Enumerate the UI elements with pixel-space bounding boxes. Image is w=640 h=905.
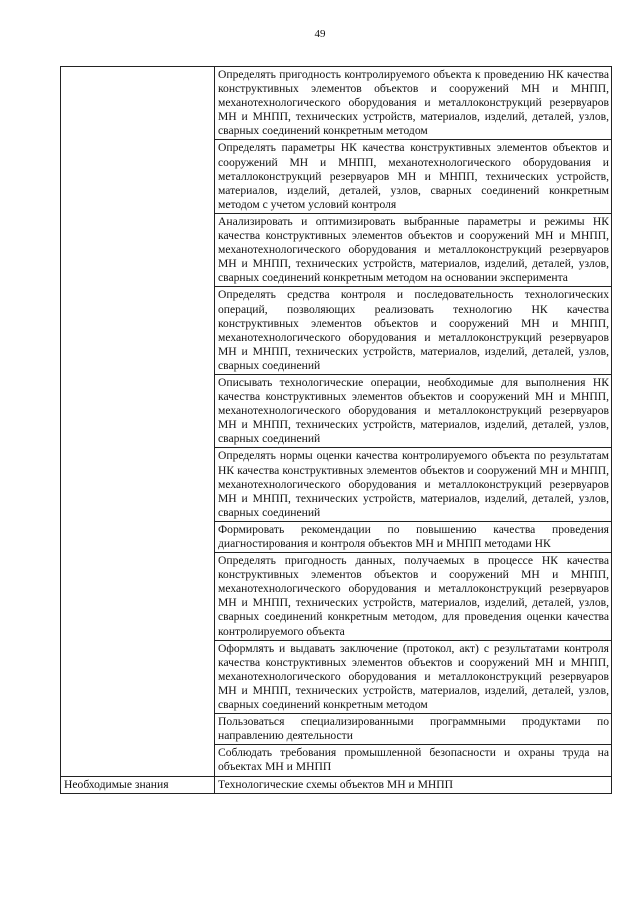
- page-number: 49: [314, 28, 326, 40]
- table-cell: Определять нормы оценки качества контролируемого объекта по результатам НК качества конструктивных элементов объектов и сооружений МН и МНПП, механотехнологического оборудования и металлоконструкций резервуаров МН и МНПП, технических устройств, материалов, изделий, деталей, узлов, сварных соединений: [215, 448, 612, 521]
- table-cell: Анализировать и оптимизировать выбранные параметры и режимы НК качества конструктивных элементов объектов и сооружений МН и МНПП, механотехнологического оборудования и металлоконструкций резервуаров МН и МНПП, технических устройств, материалов, изделий, деталей, узлов, сварных соединений конкретным методом на основании эксперимента: [215, 213, 612, 286]
- table-cell: Соблюдать требования промышленной безопасности и охраны труда на объектах МН и МНПП: [215, 745, 612, 776]
- table-cell: Определять средства контроля и последовательность технологических операций, позволяющих реализовать технологию НК качества конструктивных элементов объектов и сооружений МН и МНПП, механотехнологического оборудования и металлоконструкций резервуаров МН и МНПП, технических устройств, материалов, изделий, деталей, узлов, сварных соединений: [215, 287, 612, 375]
- skills-table: [60, 66, 612, 794]
- table-cell: Описывать технологические операции, необходимые для выполнения НК качества конструктивных элементов объектов и сооружений МН и МНПП, механотехнологического оборудования и металлоконструкций резервуаров МН и МНПП, технических устройств, материалов, изделий, деталей, узлов, сварных соединений: [215, 374, 612, 447]
- knowledge-value: Технологические схемы объектов МН и МНПП: [215, 776, 612, 793]
- table-cell: Определять параметры НК качества конструктивных элементов объектов и сооружений МН и МНПП, механотехнологического оборудования и металлоконструкций резервуаров МН и МНПП, технических устройств, материалов, изделий, деталей, узлов, сварных соединений конкретным методом с учетом условий контроля: [215, 140, 612, 213]
- table-cell: Пользоваться специализированными программными продуктами по направлению деятельности: [215, 714, 612, 745]
- table-cell: Определять пригодность контролируемого объекта к проведению НК качества конструктивных элементов объектов и сооружений МН и МНПП, механотехнологического оборудования и металлоконструкций резервуаров МН и МНПП, технических устройств, материалов, изделий, деталей, узлов, сварных соединений конкретным методом: [215, 67, 612, 140]
- table-cell: Формировать рекомендации по повышению качества проведения диагностирования и контроля объектов МН и МНПП методами НК: [215, 521, 612, 552]
- skills-label-cell: [61, 67, 215, 777]
- knowledge-label: Необходимые знания: [61, 776, 215, 793]
- table-row: [61, 67, 612, 140]
- table-cell: Оформлять и выдавать заключение (протокол, акт) с результатами контроля качества конструктивных элементов объектов и сооружений МН и МНПП, механотехнологического оборудования и металлоконструкций резервуаров МН и МНПП, технических устройств, материалов, изделий, деталей, узлов, сварных соединений конкретным методом: [215, 640, 612, 713]
- table-row-knowledge: [61, 776, 612, 793]
- table-cell: Определять пригодность данных, получаемых в процессе НК качества конструктивных элементов объектов и сооружений МН и МНПП, механотехнологического оборудования и металлоконструкций резервуаров МН и МНПП, технических устройств, материалов, изделий, деталей, узлов, сварных соединений конкретным методом, для проведения оценки качества контролируемого объекта: [215, 553, 612, 641]
